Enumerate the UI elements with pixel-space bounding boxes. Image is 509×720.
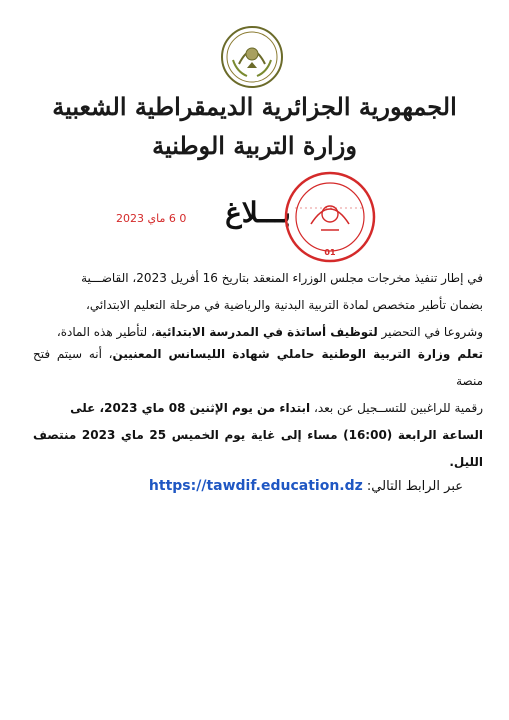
bold-text-run: تعلم وزارة التربية الوطنية حاملي شهادة الليسانس المعنيين [112, 347, 483, 361]
seal-number: 01 [324, 248, 336, 257]
ministry-name: وزارة التربية الوطنية [152, 131, 357, 160]
paragraph-line: الساعة الرابعة (16:00) مساء إلى غاية يوم الخميس 25 ماي 2023 منتصف الليل. [33, 428, 483, 469]
paragraph-line: في إطار تنفيذ مخرجات مجلس الوزراء المنعقد بتاريخ 16 أفريل 2023، القاضـــية [81, 271, 483, 285]
republic-name: الجمهورية الجزائرية الديمقراطية الشعبية [52, 92, 457, 121]
text-run: وشروعا في التحضير [377, 325, 483, 339]
paragraph-intro [33, 265, 483, 346]
date-stamp: 0 6 ماي 2023 [116, 212, 187, 225]
registration-link[interactable]: https://tawdif.education.dz [148, 478, 363, 494]
paragraph-line [33, 341, 483, 395]
text-run: ، أنه سيتم فتح منصة [33, 347, 483, 388]
text-run: ، لتأطير هذه المادة، [56, 325, 155, 339]
paragraph-line: بضمان تأطير متخصص لمادة التربية البدنية والرياضية في مرحلة التعليم الابتدائي، [85, 298, 483, 312]
paragraph-line [33, 395, 483, 422]
bold-text-run: لتوظيف أساتذة في المدرسة الابتدائية [154, 325, 378, 339]
document-title: بـــلاغ [225, 196, 291, 229]
text-run: رقمية للراغبين للتســجيل عن بعد، [310, 401, 483, 415]
registration-link-row [149, 478, 463, 494]
bold-text-run: ابتداء من يوم الإثنين 08 ماي 2023، على [70, 401, 311, 415]
ministry-seal-icon [281, 168, 379, 266]
link-label: عبر الرابط التالي: [362, 479, 463, 494]
paragraph-announcement [33, 341, 483, 476]
algeria-coat-of-arms-icon [219, 24, 285, 90]
